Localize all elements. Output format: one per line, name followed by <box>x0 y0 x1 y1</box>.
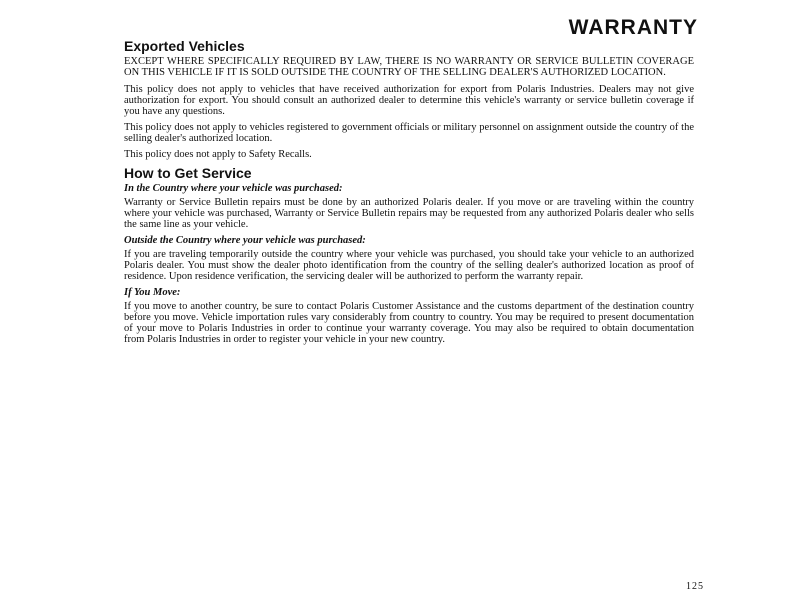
service-paragraph-2: If you are traveling temporarily outside the country where your vehicle was purchased, you should take your vehicle to an authorized Polaris dealer. You must show the dealer photo identification from the country of the selling dealer's authorized location as proof of residence. Upon residence verification, the servicing dealer will be authorized to perform the warranty repair. <box>124 249 694 282</box>
exported-vehicles-paragraph-1: This policy does not apply to vehicles that have received authorization for export from Polaris Industries. Dealers may not give authorization for export. You should consult an authorized dealer to determine this vehicle's warranty or service bulletin coverage if you have any questions. <box>124 84 694 117</box>
subheading-in-country: In the Country where your vehicle was purchased: <box>124 183 343 194</box>
page-number: 125 <box>686 581 704 592</box>
exported-vehicles-section <box>124 38 694 160</box>
service-paragraph-3: If you move to another country, be sure to contact Polaris Customer Assistance and the customs department of the destination country before you move. Vehicle importation rules vary considerably from country to country. You may be required to present documentation of your move to Polaris Industries in order to continue your warranty coverage. You may also be required to obtain documentation from Polaris Industries in order to register your vehicle in your new country. <box>124 301 694 345</box>
page-content <box>124 38 694 350</box>
page-title: WARRANTY <box>568 16 698 39</box>
subheading-outside-country: Outside the Country where your vehicle was purchased: <box>124 235 366 246</box>
subheading-if-you-move: If You Move: <box>124 287 181 298</box>
exported-vehicles-caps-paragraph: EXCEPT WHERE SPECIFICALLY REQUIRED BY LAW, THERE IS NO WARRANTY OR SERVICE BULLETIN COVERAGE ON THIS VEHICLE IF IT IS SOLD OUTSIDE THE COUNTRY OF THE SELLING DEALER'S AUTHORIZED LOCATION. <box>124 56 694 78</box>
how-to-get-service-heading: How to Get Service <box>124 165 252 181</box>
exported-vehicles-paragraph-3: This policy does not apply to Safety Recalls. <box>124 149 312 160</box>
exported-vehicles-heading: Exported Vehicles <box>124 38 245 54</box>
service-paragraph-1: Warranty or Service Bulletin repairs must be done by an authorized Polaris dealer. If you move or are traveling within the country where your vehicle was purchased, Warranty or Service Bulletin repairs may be requested from any authorized Polaris dealer who sells the same line as your vehicle. <box>124 197 694 230</box>
exported-vehicles-paragraph-2: This policy does not apply to vehicles registered to government officials or military personnel on assignment outside the country of the selling dealer's authorized location. <box>124 122 694 144</box>
how-to-get-service-section <box>124 165 694 345</box>
